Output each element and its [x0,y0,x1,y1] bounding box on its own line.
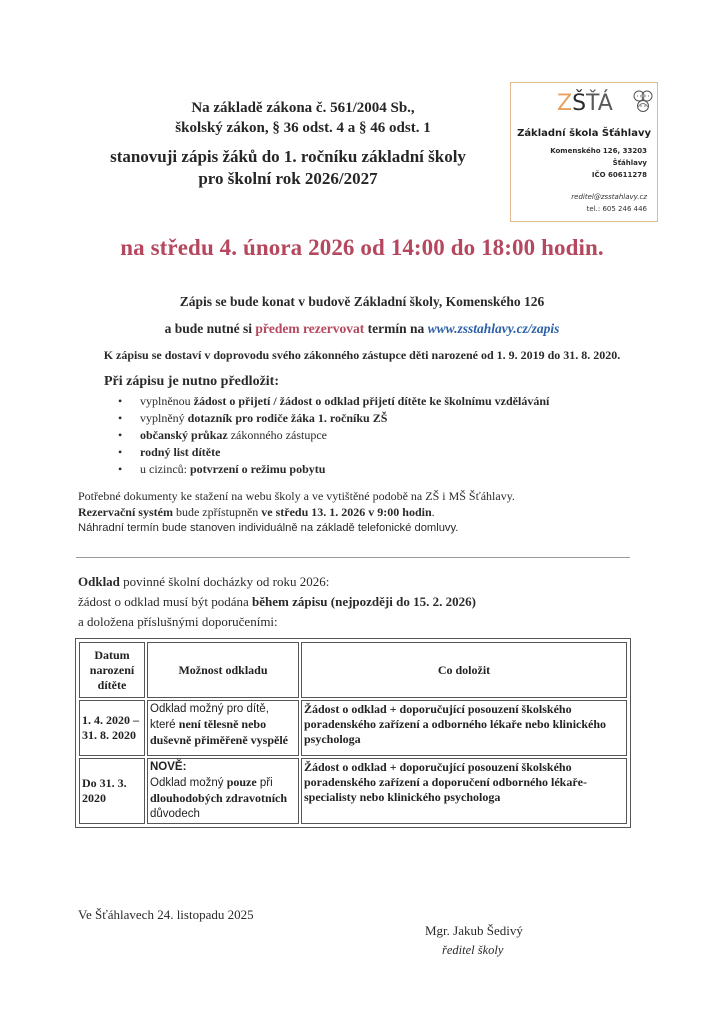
logo-letter-s: Š [572,91,587,116]
doc-bold-2: ve středu 13. 1. 2026 v 9:00 hodin [261,505,432,519]
logo-letters-ta: ŤÁ [586,91,613,116]
signatory-name: Mgr. Jakub Šedivý [425,923,523,938]
header-deferral-option: Možnost odkladu [147,642,299,698]
documents-line-2 [78,504,515,520]
school-name: Základní škola Šťáhlavy [517,128,651,139]
law-line-2: školský zákon, § 36 odst. 4 a § 46 odst. 1 [175,120,431,136]
attendance-text: K zápisu se dostaví v doprovodu svého zákonného zástupce děti narozené od 1. 9. 2019 do 31. 8. 2020. [103,348,621,362]
deferral-line-1 [78,572,476,592]
cell-deferral-option [147,758,299,824]
decree-line-2: pro školní rok 2026/2027 [198,169,378,188]
signatory-role: ředitel školy [442,943,504,957]
option-bold: dlouhodobých zdravotních [150,791,288,805]
documents-line-3: Náhradní termín bude stanoven individuálně na základě telefonické domluvy. [78,522,459,534]
table-row [79,758,627,824]
option-plain: Odklad možný pro dítě, které [150,703,269,731]
requirement-item [118,427,549,444]
reserve-prefix: a bude nutné si [164,321,256,336]
enrollment-date: na středu 4. února 2026 od 14:00 do 18:00 hodin. [120,235,604,260]
header-birth-date: Datum narození dítěte [79,642,145,698]
reserve-middle: termín na [364,321,428,336]
decree-heading [70,146,506,190]
doc-bold-1: Rezervační systém [78,505,173,519]
logo-letter-z: Z [557,91,573,116]
option-plain: Odklad možný [150,777,227,789]
law-reference [100,98,506,138]
doc-plain: bude zpřístupněn [172,505,262,519]
table-row [79,700,627,756]
section-divider [76,557,630,558]
option-mid: při [256,777,273,789]
option-bold: pouze [226,775,257,789]
cell-birth-date: 1. 4. 2020 – 31. 8. 2020 [79,700,145,756]
requirement-item [118,393,549,410]
deferral-plain: žádost o odklad musí být podána [78,594,253,609]
cell-deferral-option [147,700,299,756]
school-logo-box [510,82,658,222]
deferral-rest: povinné školní docházky od roku 2026: [119,574,330,589]
venue-text: Zápis se bude konat v budově Základní školy, Komenského 126 [179,294,545,309]
school-ico: IČO 60611278 [591,171,647,179]
address-street: Komenského 126, 33203 [550,147,647,155]
requirement-item [118,444,549,461]
school-logo [557,89,629,119]
reservation-link[interactable]: www.zsstahlavy.cz/zapis [427,321,560,336]
reservation-text [60,320,664,338]
documents-info [78,488,515,536]
option-new-label: NOVĚ: [150,761,187,773]
deferral-line-3: a doložena příslušnými doporučeními: [78,614,278,629]
cell-birth-date: Do 31. 3. 2020 [79,758,145,824]
option-end: důvodech [150,808,200,820]
place-and-date: Ve Šťáhlavech 24. listopadu 2025 [78,907,254,922]
school-address [550,145,647,181]
header-documents: Co doložit [301,642,627,698]
address-town: Šťáhlavy [612,159,647,167]
req-bold: občanský průkaz [140,428,228,442]
deferral-table [75,638,631,828]
requirements-title: Při zápisu je nutno předložit: [104,374,279,389]
deferral-info [78,572,476,632]
table-header-row [79,642,627,698]
reserve-highlight: předem rezervovat [255,321,365,336]
doc-end: . [431,505,435,519]
req-plain: vyplněný [140,411,188,425]
req-bold: žádost o přijetí / žádost o odklad přijetí dítěte ke školnímu vzdělávání [193,394,550,408]
documents-line-1: Potřebné dokumenty ke stažení na webu školy a ve vytištěné podobě na ZŠ i MŠ Šťáhlavy. [78,489,515,503]
decree-line-1: stanovuji zápis žáků do 1. ročníku základní školy [110,147,466,166]
req-after: zákonného zástupce [227,428,327,442]
deferral-bold: Odklad [78,574,120,589]
req-plain: vyplněnou [140,394,194,408]
law-line-1: Na základě zákona č. 561/2004 Sb., [191,100,415,116]
school-phone: tel.: 605 246 446 [586,205,647,213]
children-faces-icon [632,89,654,115]
requirement-item [118,461,549,478]
requirements-list [118,393,549,478]
school-email[interactable]: reditel@zsstahlavy.cz [571,193,647,201]
requirement-item [118,410,549,427]
option-bold: není tělesně nebo duševně přiměřeně vyspělé [150,717,288,747]
school-contact [571,191,647,215]
cell-documents: Žádost o odklad + doporučující posouzení školského poradenského zařízení a doporučení odborného lékaře-specialisty nebo klinického psychologa [301,758,627,824]
cell-documents: Žádost o odklad + doporučující posouzení školského poradenského zařízení a odborného lékaře nebo klinického psychologa [301,700,627,756]
req-bold: potvrzení o režimu pobytu [189,462,326,476]
req-plain: u cizinců: [140,462,190,476]
deferral-deadline: během zápisu (nejpozději do 15. 2. 2026) [252,594,476,609]
deferral-line-2 [78,592,476,612]
req-bold: dotazník pro rodiče žáka 1. ročníku ZŠ [187,411,388,425]
req-bold: rodný list dítěte [140,445,221,459]
